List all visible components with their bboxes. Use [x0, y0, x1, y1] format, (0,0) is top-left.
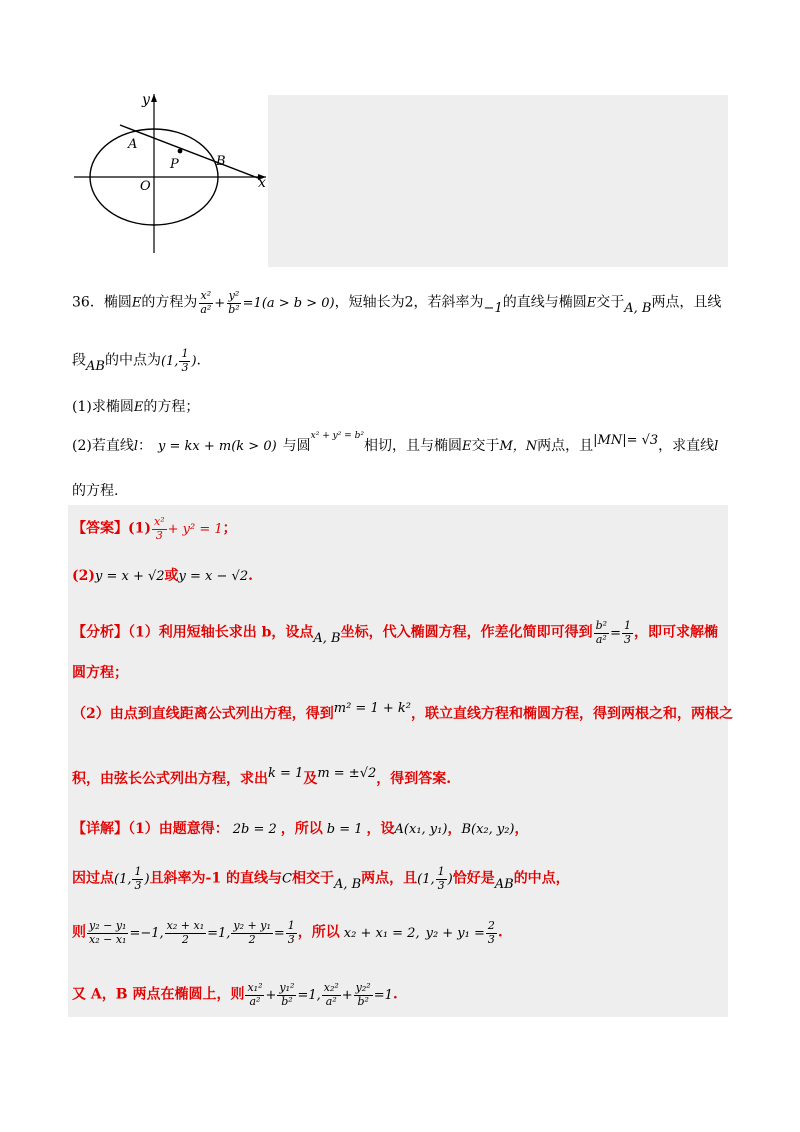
analysis-line-1: 【分析】（1）利用短轴长求出 b，设点A, B坐标，代入椭圆方程，作差化简即可得到 $\frac{\text{b²}}{\text{a²}}$ = $\frac{1}{3}$ ，即可求解椭 — [72, 619, 718, 646]
label-b: B — [216, 154, 226, 169]
problem-number: 36． — [72, 294, 104, 311]
line-ab — [120, 125, 258, 178]
part-2: (2)若直线l： y = kx + m(k > 0) 与圆$^{x^2 + y^2 = b^2}$相切，且与椭圆E交于M，N两点，且|MN|= √3，求直线l — [72, 431, 719, 454]
y-axis-arrow — [151, 94, 157, 102]
ellipse-figure — [68, 88, 268, 253]
detail-line-2: 因过点(1, $\frac{1}{3}$ )且斜率为-1 的直线与C相交于A, B两点，且(1, $\frac{1}{3}$ )恰好是AB的中点， — [72, 865, 570, 892]
ellipse-equation: $\frac{\text{x²}}{\text{a²}}$ + $\frac{\text{y²}}{\text{b²}}$ =1(a > b > 0) — [200, 289, 335, 316]
detail-line-3: 则 $\frac{\text{y₂ − y₁}}{\text{x₂ − x₁}}$ =−1, $\frac{\text{x₂ + x₁}}{2}$ =1, $\frac{\text{y₂ + y₁}}{2}$ = $\frac{1}{3}$ ，所以 x₂ + x₁ = 2, y₂ + y₁ = $\frac{2}{3}$ . — [72, 919, 503, 946]
label-x: x — [258, 175, 266, 191]
detail-label: 【详解】 — [72, 821, 128, 837]
answer-line-1: 【答案】(1) $\frac{\text{x²}}{3}$ + y² = 1； — [72, 515, 237, 542]
answer-label: 【答案】 — [72, 520, 128, 537]
figure-panel-background — [268, 95, 728, 267]
label-p: P — [170, 157, 179, 172]
detail-line-1: 【详解】（1）由题意得： 2b = 2 ，所以 b = 1 ，设A(x₁, y₁)，B(x₂, y₂)， — [72, 821, 529, 837]
part-2-tail: 的方程. — [72, 483, 119, 499]
midpoint: (1, $\frac{1}{3}$ ) — [160, 347, 197, 374]
analysis-line-2: 圆方程； — [72, 665, 128, 681]
problem-line-2: 段AB的中点为(1, $\frac{1}{3}$ ). — [72, 347, 201, 374]
analysis-label: 【分析】 — [72, 624, 128, 641]
problem-line-1: 36．椭圆E的方程为 $\frac{\text{x²}}{\text{a²}}$ + $\frac{\text{y²}}{\text{b²}}$ =1(a > b > 0)，短轴长为2，若斜率为−1的直线与椭圆E交于A, B两点，且线 — [72, 289, 722, 316]
label-y: y — [142, 92, 150, 108]
point-p — [178, 149, 183, 154]
analysis-line-3: （2）由点到直线距离公式列出方程，得到m² = 1 + k²，联立直线方程和椭圆方程，得到两根之和，两根之 — [72, 701, 733, 722]
analysis-line-4: 积，由弦长公式列出方程，求出k = 1及m = ±√2，得到答案. — [72, 766, 452, 787]
label-origin: O — [140, 179, 151, 194]
answer-line-2: (2)y = x + √2或y = x − √2. — [72, 568, 253, 584]
detail-line-4: 又 A，B 两点在椭圆上，则 $\frac{\text{x₁²}}{\text{a²}}$ + $\frac{\text{y₁²}}{\text{b²}}$ =1, $\frac{\text{x₂²}}{\text{a²}}$ + $\frac{\text{y₂²}}{\text{b²}}$ =1. — [72, 981, 398, 1008]
label-a: A — [128, 137, 138, 152]
part-1: (1)求椭圆E的方程； — [72, 399, 200, 415]
